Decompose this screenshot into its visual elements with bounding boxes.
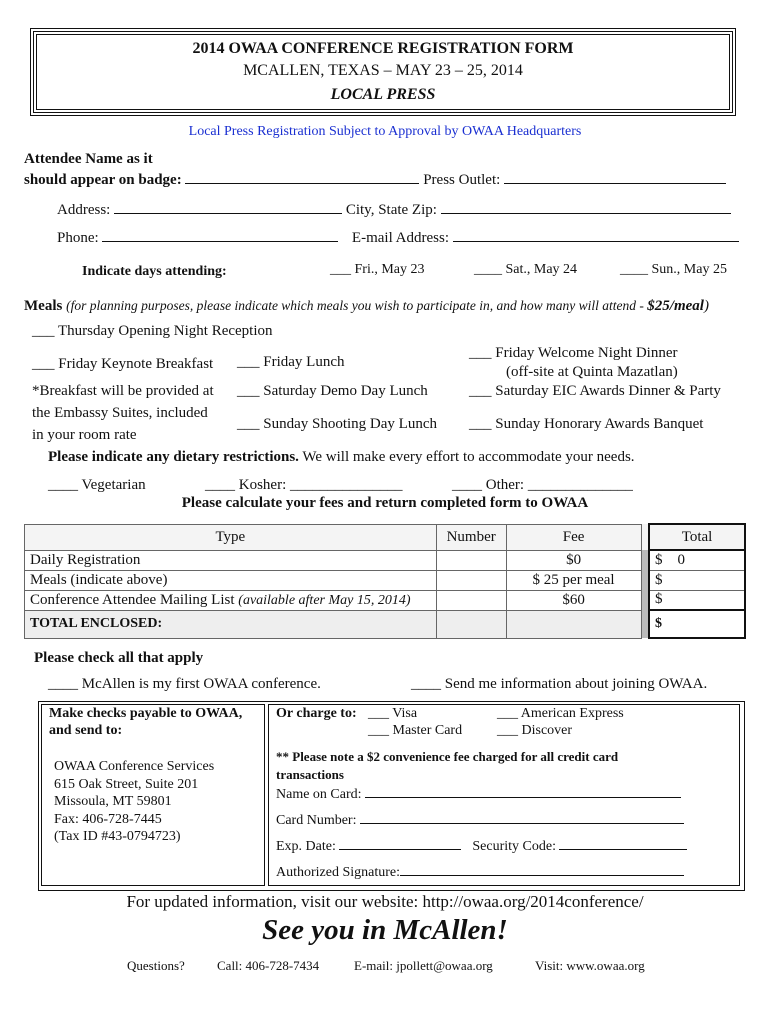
press-outlet-field[interactable] (504, 170, 726, 184)
meal-sunday-lunch[interactable]: ___ Sunday Shooting Day Lunch (237, 416, 437, 432)
column-separator (641, 570, 649, 590)
table-row (25, 570, 746, 590)
attendee-name-label-1: Attendee Name as it (24, 151, 153, 167)
column-separator (641, 524, 649, 550)
slogan: See you in McAllen! (262, 914, 508, 946)
meals-note: (for planning purposes, please indicate which meals you wish to participate in, and how many will attend - (66, 298, 648, 313)
day-sunday-checkbox[interactable]: ____ Sun., May 25 (620, 262, 727, 277)
day-saturday-checkbox[interactable]: ____ Sat., May 24 (474, 262, 578, 277)
address-line: 615 Oak Street, Suite 201 (54, 776, 199, 792)
name-on-card-label: Name on Card: (276, 787, 362, 802)
form-title: 2014 OWAA CONFERENCE REGISTRATION FORM (192, 40, 574, 57)
row-type-cell (25, 590, 437, 610)
meal-friday-dinner[interactable]: ___ Friday Welcome Night Dinner (469, 345, 678, 361)
meal-friday-breakfast[interactable]: ___ Friday Keynote Breakfast (32, 356, 214, 372)
visa-checkbox[interactable]: ___ Visa (368, 706, 418, 721)
row-type-note: (available after May 15, 2014) (238, 592, 411, 608)
meal-saturday-dinner[interactable]: ___ Saturday EIC Awards Dinner & Party (469, 383, 721, 399)
email-label: E-mail Address: (351, 230, 449, 246)
fee-note-1: ** Please note a $2 convenience fee charged for all credit card (276, 749, 619, 764)
dietary-note: We will make every effort to accommodate your needs. (298, 449, 635, 465)
check-label: Please check all that apply (34, 650, 204, 666)
diet-other[interactable]: ____ Other: ______________ (452, 477, 633, 493)
fee-header: Fee (506, 524, 641, 550)
security-code-field[interactable] (559, 836, 687, 850)
total-header: Total (649, 524, 745, 550)
address-line: Fax: 406-728-7445 (54, 811, 162, 827)
table-row (25, 550, 746, 570)
email-contact: E-mail: jpollett@owaa.org (354, 958, 493, 973)
row-type: Daily Registration (25, 550, 437, 570)
attendee-name-row (24, 170, 726, 189)
meal-price: $25/meal (647, 298, 704, 314)
city-state-zip-field[interactable] (441, 200, 731, 214)
dietary-heading (48, 449, 635, 466)
row-total[interactable]: $ (649, 590, 745, 610)
column-separator (641, 550, 649, 570)
card-number-row (276, 810, 684, 829)
city-state-zip-label: City, State Zip: (345, 202, 437, 218)
fee-note-2: transactions (276, 767, 344, 782)
meal-sunday-banquet[interactable]: ___ Sunday Honorary Awards Banquet (469, 416, 704, 432)
row-type: Meals (indicate above) (25, 570, 437, 590)
total-blank (436, 610, 506, 638)
row-type: Conference Attendee Mailing List (30, 591, 235, 608)
type-header: Type (25, 524, 437, 550)
signature-row (276, 862, 684, 881)
email-field[interactable] (453, 228, 739, 242)
address-line: Missoula, MT 59801 (54, 794, 172, 809)
fee-table (24, 523, 746, 639)
join-info-checkbox[interactable]: ____ Send me information about joining OWAA. (411, 676, 708, 692)
row-number-field[interactable] (436, 550, 506, 570)
number-header: Number (436, 524, 506, 550)
attendee-name-field[interactable] (185, 170, 419, 184)
exp-date-field[interactable] (339, 836, 461, 850)
meals-note-close: ) (703, 298, 709, 314)
meal-saturday-lunch[interactable]: ___ Saturday Demo Day Lunch (237, 383, 428, 399)
row-total[interactable]: $ 0 (649, 550, 745, 570)
meals-label: Meals (24, 298, 63, 314)
event-location-dates: MCALLEN, TEXAS – MAY 23 – 25, 2014 (243, 62, 523, 79)
diet-kosher[interactable]: ____ Kosher: _______________ (205, 477, 403, 493)
name-on-card-field[interactable] (365, 784, 681, 798)
meal-thursday-reception[interactable]: ___ Thursday Opening Night Reception (32, 323, 273, 339)
mastercard-checkbox[interactable]: ___ Master Card (368, 723, 463, 738)
total-blank (506, 610, 641, 638)
press-outlet-label: Press Outlet: (423, 172, 501, 188)
card-number-field[interactable] (360, 810, 684, 824)
breakfast-note-3: in your room rate (32, 427, 137, 443)
phone-contact: Call: 406-728-7434 (217, 958, 320, 973)
exp-security-row (276, 836, 687, 855)
amex-checkbox[interactable]: ___ American Express (497, 706, 624, 721)
security-code-label: Security Code: (472, 839, 556, 854)
fees-intro: Please calculate your fees and return completed form to OWAA (181, 495, 589, 511)
column-separator (641, 610, 649, 638)
total-enclosed-label: TOTAL ENCLOSED: (25, 610, 437, 638)
dietary-label: Please indicate any dietary restrictions. (48, 449, 299, 465)
fee-table-header (25, 524, 746, 550)
meals-heading (24, 298, 709, 315)
breakfast-note-2: the Embassy Suites, included (32, 405, 208, 421)
phone-field[interactable] (102, 228, 338, 242)
address-line: (Tax ID #43-0794723) (54, 829, 181, 844)
first-conference-checkbox[interactable]: ____ McAllen is my first OWAA conference. (48, 676, 321, 692)
discover-checkbox[interactable]: ___ Discover (497, 723, 573, 738)
approval-note: Local Press Registration Subject to Approval by OWAA Headquarters (188, 124, 582, 139)
checks-payable-label-2: and send to: (49, 723, 123, 738)
signature-label: Authorized Signature: (276, 865, 401, 880)
diet-vegetarian[interactable]: ____ Vegetarian (48, 477, 146, 493)
table-row (25, 590, 746, 610)
phone-row (57, 228, 739, 247)
website-note: For updated information, visit our website: http://owaa.org/2014conference/ (126, 892, 644, 911)
row-fee: $60 (506, 590, 641, 610)
charge-label: Or charge to: (276, 706, 357, 721)
attendee-name-label-2: should appear on badge: (24, 172, 182, 188)
day-friday-checkbox[interactable]: ___ Fri., May 23 (330, 262, 425, 277)
mailing-address (54, 758, 214, 846)
questions-label: Questions? (127, 958, 185, 973)
row-fee: $0 (506, 550, 641, 570)
exp-date-label: Exp. Date: (276, 839, 336, 854)
form-subtitle: LOCAL PRESS (330, 86, 436, 103)
address-field[interactable] (114, 200, 342, 214)
row-number-field[interactable] (436, 590, 506, 610)
card-number-label: Card Number: (276, 813, 357, 828)
row-total[interactable]: $ (649, 570, 745, 590)
signature-field[interactable] (400, 862, 684, 876)
phone-label: Phone: (57, 230, 99, 246)
friday-dinner-location: (off-site at Quinta Mazatlan) (506, 364, 678, 380)
meal-friday-lunch[interactable]: ___ Friday Lunch (237, 354, 345, 370)
address-row (57, 200, 731, 219)
row-fee: $ 25 per meal (506, 570, 641, 590)
address-label: Address: (57, 202, 111, 218)
website-contact: Visit: www.owaa.org (535, 958, 645, 973)
column-separator (641, 590, 649, 610)
total-enclosed-field[interactable]: $ (649, 610, 745, 638)
address-line: OWAA Conference Services (54, 759, 215, 774)
checks-payable-label-1: Make checks payable to OWAA, (49, 706, 243, 721)
total-row (25, 610, 746, 638)
name-on-card-row (276, 784, 681, 803)
breakfast-note-1: *Breakfast will be provided at (32, 383, 214, 399)
row-number-field[interactable] (436, 570, 506, 590)
days-label: Indicate days attending: (82, 264, 227, 279)
